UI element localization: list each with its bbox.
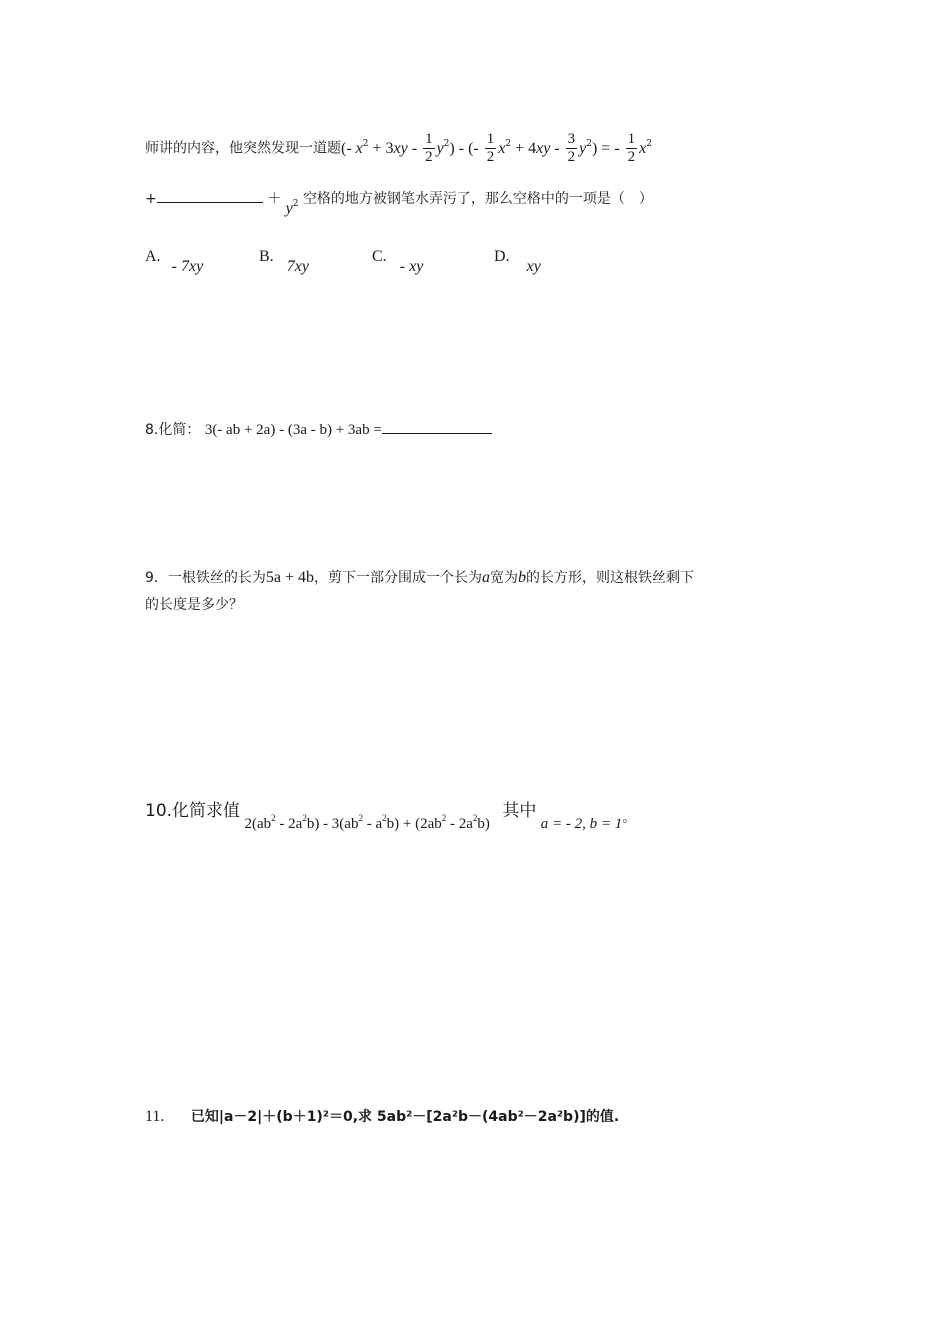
q7-expression: (- $x^2 + 3xy$ - $\frac{1}{2}$ $y^2$) - (- $\frac{1}{2}$ $x^2 + 4xy$ - $\frac{3}{2}$ $y^2$) = - $\frac{1}{2}$ $x^2$ [341,131,652,165]
q7-line2-plus: ＋ [267,191,282,207]
option-value: xy [526,258,541,275]
q10-expression: $2(ab^2 - 2a^2b) - 3(ab^2 - a^2b) + (2ab^2 - 2a^2b)$ [244,813,490,832]
q9-expression: 5a + 4b [265,569,315,586]
q7-line1-text: 师讲的内容，他突然发现一道题 [145,140,341,157]
q7-option-c[interactable] [372,246,424,275]
q7-line2-prefix: + [145,191,157,207]
fraction-three-halves: $\frac{3}{2}$ [567,131,576,165]
fraction-half: $\frac{1}{2}$ [627,131,636,165]
fraction-half: $\frac{1}{2}$ [425,131,433,165]
q8-expression: 3(- ab + 2a) - (3a - b) + 3ab = [204,422,382,438]
q8 [145,419,492,439]
option-label: D. [494,248,510,265]
option-value: - 7xy [171,258,204,275]
fraction-half: $\frac{1}{2}$ [486,131,495,165]
q11-number: 11. [145,1108,165,1125]
q9-line1: 9．一根铁丝的长为5a + 4b，剪下一部分围成一个长为a宽为b的长方形，则这根铁丝剩下 [145,569,695,586]
option-label: C. [372,248,387,265]
q7-option-b[interactable] [259,246,309,275]
q7-option-a[interactable] [145,246,204,275]
option-label: A. [145,248,161,265]
q10-condition: a = - 2, b = 1 [540,816,623,832]
option-label: B. [259,248,274,265]
q10: 10.化简求值 $2(ab^2 - 2a^2b) - 3(ab^2 - a^2b) + (2ab^2 - 2a^2b)$ 其中 a = - 2, b = 1。 [145,801,637,832]
q7-line2-y-term: $y^2$ [285,199,299,217]
q10-which: 其中 [502,801,537,821]
q7-line1 [145,131,652,166]
q7-line2 [145,188,653,217]
q8-answer-blank[interactable] [382,433,492,434]
q7-option-d[interactable] [494,246,541,275]
option-value: 7xy [286,258,309,275]
option-value: - xy [399,258,424,275]
q11 [145,1106,619,1126]
q7-line2-text: 空格的地方被钢笔水弄污了，那么空格中的一项是（ ） [302,191,653,207]
q10-label: 10.化简求值 [145,801,241,821]
q7-answer-blank[interactable] [157,202,263,203]
q8-label: 8.化简： [145,422,201,438]
q9-line2: 的长度是多少？ [145,597,243,613]
q11-text: 已知|a－2|＋(b＋1)²＝0,求 5ab²－[2a²b－(4ab²－2a²b)]的值. [190,1109,620,1125]
